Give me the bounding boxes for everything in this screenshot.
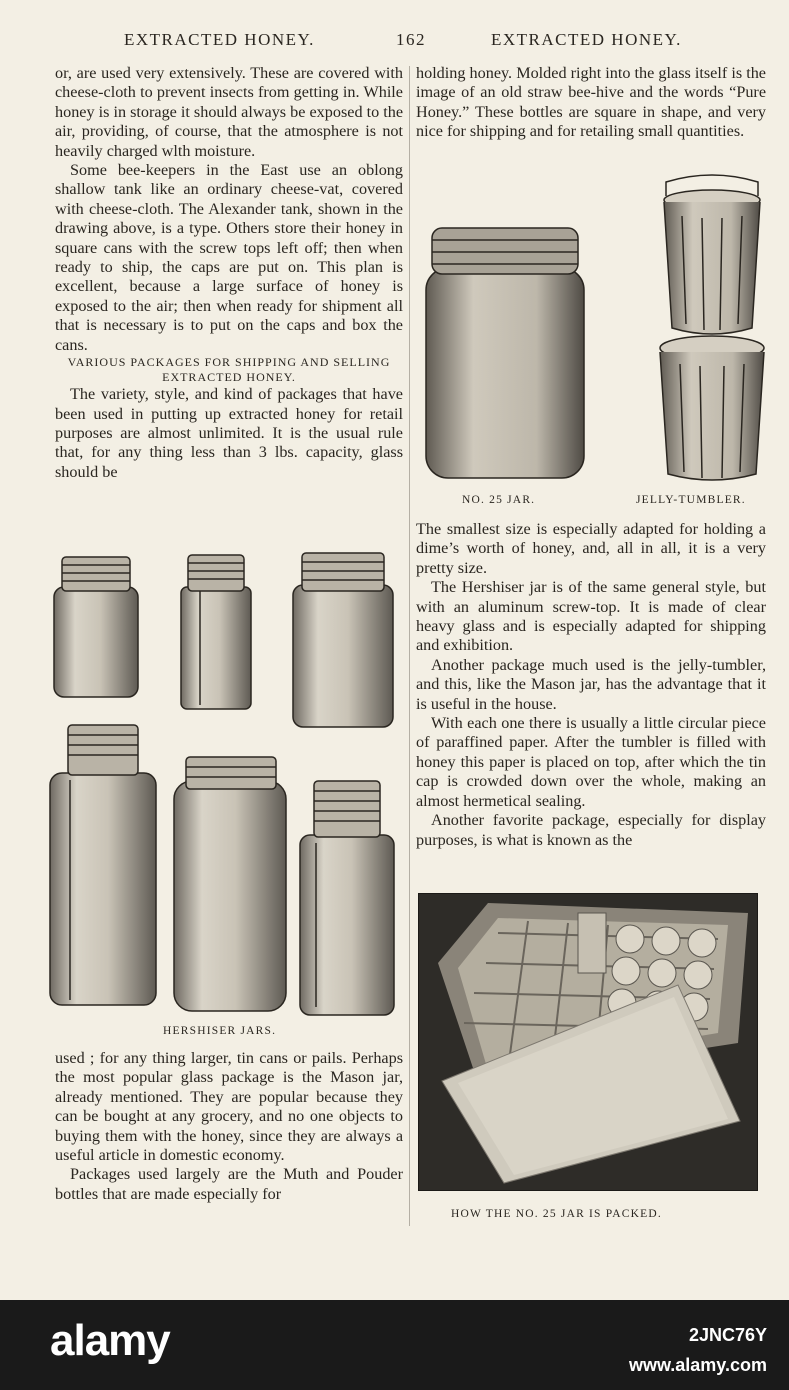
watermark-footer (0, 1300, 789, 1390)
caption-no25-jar: NO. 25 JAR. (462, 494, 536, 506)
section-subheading: VARIOUS PACKAGES FOR SHIPPING AND SELLING EXTRACTED HONEY. (67, 355, 391, 385)
left-column-top (55, 64, 403, 482)
paragraph: used ; for any thing larger, tin cans or pails. Perhaps the most popular glass package is the Mason jar, already mentioned. They are popular because they can be bought at any grocery, and no one objects to buying them with the honey, since they are always a useful article in domestic economy. (55, 1049, 403, 1165)
paragraph: With each one there is usually a little circular piece of paraffined paper. After the tumbler is filled with honey this paper is placed on top, after which the tin cap is crowded down over the whole, making an almost hermetical sealing. (416, 714, 766, 810)
running-header-right: EXTRACTED HONEY. (491, 30, 682, 49)
site-url: www.alamy.com (628, 1355, 767, 1375)
column-divider (409, 66, 410, 1226)
paragraph: holding honey. Molded right into the glass itself is the image of an old straw bee-hive and the words “Pure Honey.” These bottles are square in shape, and very nice for shipping and for retailing small quantities. (416, 64, 766, 141)
caption-how-packed: HOW THE NO. 25 JAR IS PACKED. (451, 1208, 662, 1220)
figure-caption-hershiser: HERSHISER JARS. (163, 1025, 277, 1037)
paragraph: The Hershiser jar is of the same general style, but with an aluminum screw-top. It is made of clear heavy glass and is especially adapted for shipping and exhibition. (416, 578, 766, 655)
running-header-left: EXTRACTED HONEY. (124, 30, 315, 49)
paragraph: Another favorite package, especially for display purposes, is what is known as the (416, 811, 766, 849)
brand-logo: alamy (50, 1316, 170, 1365)
image-id: 2JNC76Y (688, 1325, 767, 1345)
paragraph: The variety, style, and kind of packages that have been used in putting up extracted honey for retail purposes are almost unlimited. It is the usual rule that, for any thing less than 3 lbs. capacity, glass should be (55, 385, 403, 481)
hershiser-jars-illustration (40, 545, 405, 1020)
paragraph: or, are used very extensively. These are covered with cheese-cloth to prevent insects from getting in. While honey is in storage it should always be exposed to the air, providing, of course, that the atmosphere is not heavily charged wlth moisture. (55, 64, 403, 160)
paragraph: The smallest size is especially adapted for holding a dime’s worth of honey, and, all in all, it is a very pretty size. (416, 520, 766, 577)
page-number: 162 (396, 30, 426, 49)
jar-and-tumbler-illustration (420, 168, 770, 488)
paragraph: Another package much used is the jelly-tumbler, and this, like the Mason jar, has the advantage that it is useful in the house. (416, 655, 766, 713)
right-column-top (416, 64, 766, 142)
image-id-block (629, 1320, 767, 1380)
paragraph: Some bee-keepers in the East use an oblong shallow tank like an ordinary cheese-vat, covered with cheese-cloth. The Alexander tank, shown in the drawing above, is a type. Others store their honey in square cans with the screw tops left off; then when ready to ship, the caps are put on. This plan is excellent, because a large surface of honey is exposed to the air; then when ready for shipment all that is necessary is to put on the caps and box the cans. (55, 161, 403, 354)
right-column-middle (416, 520, 766, 850)
caption-jelly-tumbler: JELLY-TUMBLER. (636, 494, 746, 506)
packed-jars-photo (418, 893, 758, 1191)
left-column-bottom (55, 1049, 403, 1204)
paragraph: Packages used largely are the Muth and Pouder bottles that are made especially for (55, 1165, 403, 1203)
